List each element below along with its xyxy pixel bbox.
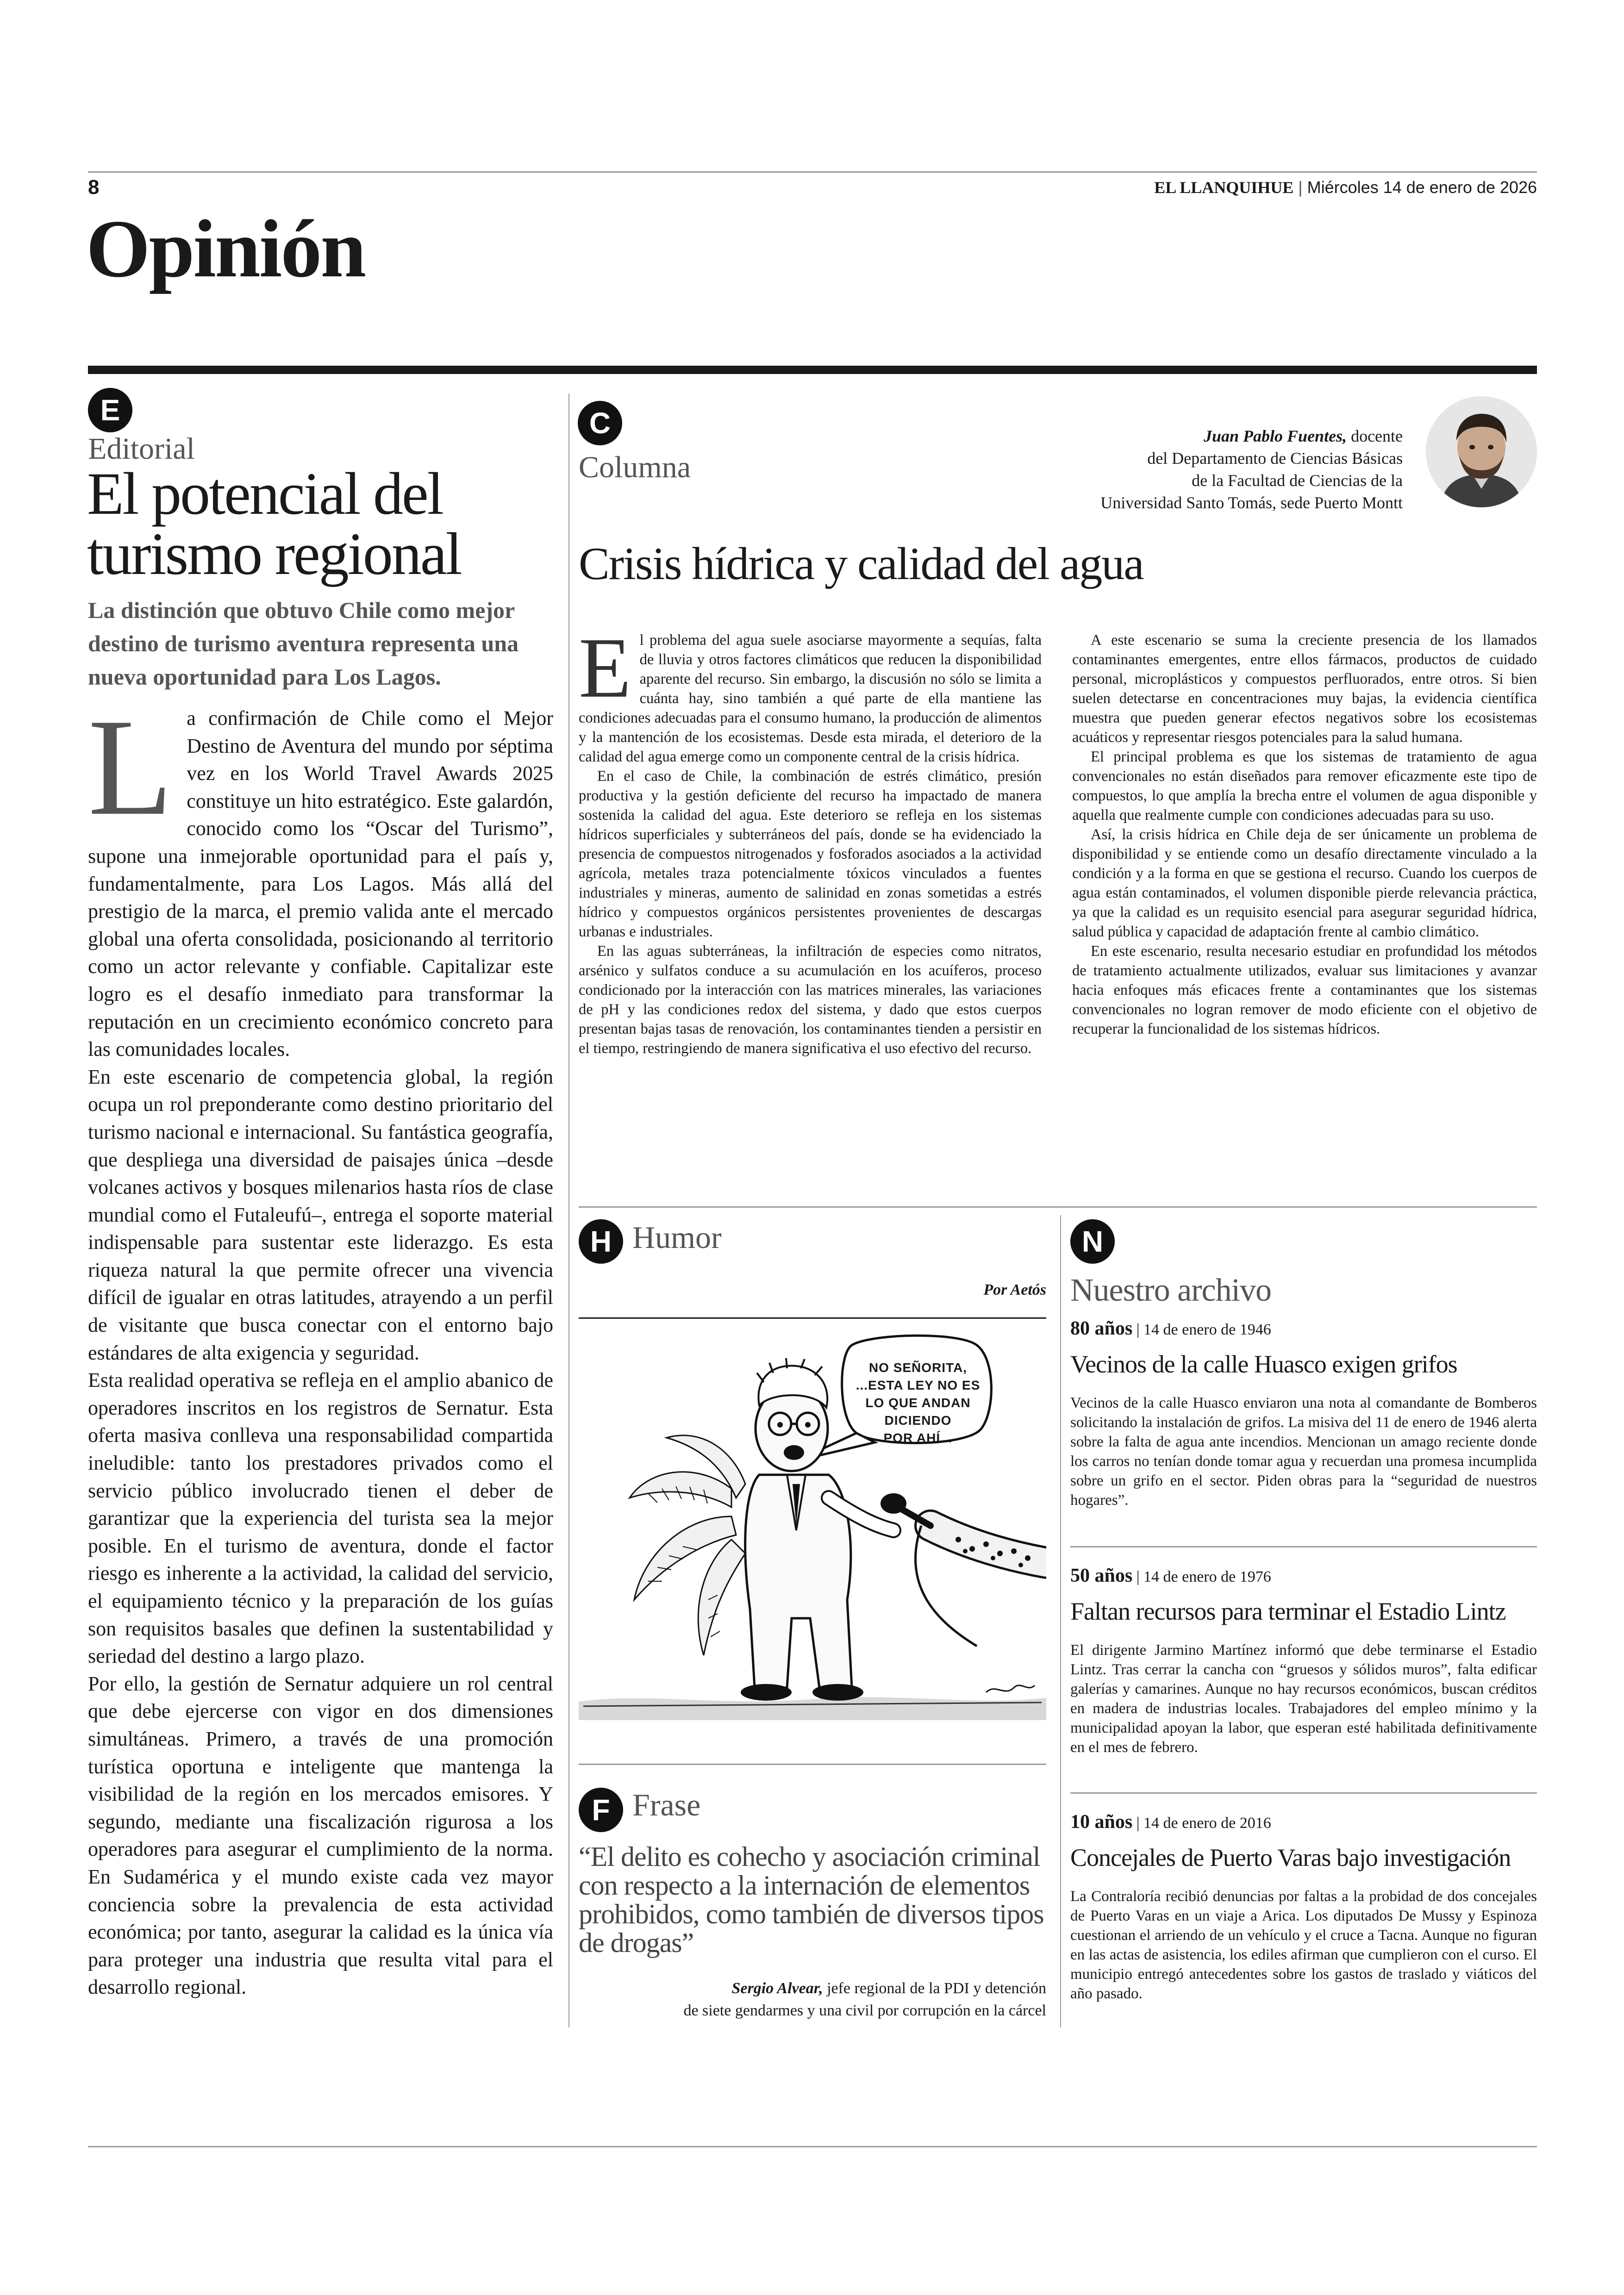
column-author-role: docente bbox=[1351, 427, 1403, 445]
frase-badge: F bbox=[579, 1788, 623, 1832]
frase-source-name: Sergio Alvear, bbox=[731, 1980, 823, 1997]
column-author-role: Universidad Santo Tomás, sede Puerto Montt bbox=[1100, 493, 1403, 512]
section-title: Opinión bbox=[86, 203, 365, 294]
bubble-text: DICIENDO bbox=[884, 1413, 952, 1428]
archive-text: La Contraloría recibió denuncias por faltas a la probidad de dos concejales de Puerto Varas en un viaje a Arica. Los diputados De Mussy y Espinoza cuestionan el arriendo de un vehículo y el cruce a Tacna. Aunque no figuran en las actas de asistencia, los ediles afirman que cumplieron con el curso. El municipio entregó antecedentes sobre los gastos de traslado y viáticos del año pasado. bbox=[1070, 1888, 1537, 2002]
humor-top-rule bbox=[579, 1317, 1046, 1319]
archive-years: 50 años bbox=[1070, 1565, 1133, 1586]
frase-top-rule bbox=[579, 1764, 1046, 1765]
editorial-title bbox=[87, 461, 578, 587]
archive-separator bbox=[1070, 1546, 1537, 1547]
column-author-role: del Departamento de Ciencias Básicas bbox=[1147, 449, 1403, 468]
humor-cartoon bbox=[579, 1322, 1046, 1720]
archive-date: 14 de enero de 1946 bbox=[1143, 1321, 1271, 1338]
editorial-paragraph: En este escenario de competencia global, la región ocupa un rol preponderante como destino prioritario del turismo nacional e internacional. Su fantástica geografía, que despliega una diversidad de paisajes única –desde volcanes activos y bosques milenarios hasta ríos de clase mundial como el Futaleufú–, entrega el soporte material indispensable para sustentar este liderazgo. Es esta riqueza natural la que permite ofrecer una vivencia difícil de igualar en otras latitudes, atrayendo a un perfil de visitante que busca conectar con el entorno bajo estándares de alta exigencia y seguridad. bbox=[88, 1065, 553, 1364]
archive-headline: Vecinos de la calle Huasco exigen grifos bbox=[1070, 1350, 1457, 1378]
author-photo bbox=[1426, 396, 1537, 507]
editorial-label: Editorial bbox=[88, 432, 195, 466]
editorial-badge: E bbox=[88, 388, 132, 432]
bubble-text: NO SEÑORITA, bbox=[868, 1360, 968, 1375]
column-bottom-rule bbox=[579, 1206, 1537, 1208]
editorial-body bbox=[88, 690, 553, 2001]
archive-years: 80 años bbox=[1070, 1318, 1133, 1339]
column-paragraph: A este escenario se suma la creciente presencia de los llamados contaminantes emergentes, entre ellos fármacos, productos de cuidado personal, microplásticos y compuestos perfluorados, entre otros. Si bien suelen detectarse en concentraciones muy bajas, la evidencia científica muestra que pueden generar efectos negativos sobre los ecosistemas acuáticos y representar riesgos potenciales para la salud humana. bbox=[1072, 632, 1537, 746]
column-paragraph: En el caso de Chile, la combinación de estrés climático, presión productiva y la gestión deficiente del recurso ha impactado de manera sostenida la calidad del agua. Este deterioro se refleja en los sistemas hídricos superficiales y subterráneos del país, donde se ha evidenciado la presencia de compuestos nitrogenados y fosforados asociados a la actividad agrícola, metales traza potencialmente tóxicos vinculados a fuentes industriales y mineras, aumento de salinidad en zonas sometidas a estrés hídrico y compuestos orgánicos persistentes provenientes de descargas urbanas e industriales. bbox=[579, 768, 1042, 940]
archive-headline: Concejales de Puerto Varas bajo investigación bbox=[1070, 1844, 1511, 1871]
frase-source bbox=[579, 1977, 1046, 2022]
bubble-text: ...ESTA LEY NO ES bbox=[856, 1378, 981, 1392]
archive-badge: N bbox=[1070, 1219, 1115, 1264]
archive-separator bbox=[1070, 1792, 1537, 1794]
column-badge: C bbox=[578, 401, 622, 445]
column-author-block bbox=[986, 425, 1403, 514]
column-author-role: de la Facultad de Ciencias de la bbox=[1192, 471, 1403, 490]
column-paragraph: l problema del agua suele asociarse mayormente a sequías, falta de lluvia y otros factores climáticos que reducen la disponibilidad aparente del recurso. Sin embargo, la discusión no sólo se limita a cuánta hay, sino también a qué parte de ella mantiene las condiciones adecuadas para el consumo humano, la producción de alimentos y la mantención de los ecosistemas. Desde esta mirada, el deterioro de la calidad del agua emerge como un componente central de la crisis hídrica. bbox=[579, 632, 1042, 765]
frase-source-role: de siete gendarmes y una civil por corrupción en la cárcel bbox=[683, 2002, 1046, 2019]
archive-item-meta: 50 años | 14 de enero de 1976 bbox=[1070, 1565, 1271, 1586]
archive-headline: Faltan recursos para terminar el Estadio Lintz bbox=[1070, 1597, 1506, 1625]
archive-date: 14 de enero de 2016 bbox=[1143, 1815, 1271, 1832]
section-rule bbox=[88, 366, 1537, 374]
editorial-paragraph: Por ello, la gestión de Sernatur adquiere un rol central que debe ejercerse con vigor en dos dimensiones simultáneas. Primero, a través de una promoción turística oportuna e inteligente que mantenga la visibilidad de la región en los mercados emisores. Y segundo, mediante una fiscalización rigurosa a los operadores para asegurar el cumplimiento de la norma. En Sudamérica y el mundo existe cada vez mayor conciencia sobre la prevalencia de esta actividad económica; por tanto, asegurar la calidad es la única vía para proteger una industria que resulta vital para el desarrollo regional. bbox=[88, 1672, 553, 1999]
bubble-text: LO QUE ANDAN bbox=[865, 1396, 971, 1410]
humor-label: Humor bbox=[632, 1220, 722, 1255]
frase-label: Frase bbox=[632, 1787, 701, 1822]
column-paragraph: En las aguas subterráneas, la infiltración de especies como nitratos, arsénico y sulfatos conduce a su acumulación en los acuíferos, proceso condicionado por la interacción con las matrices minerales, las variaciones de pH y las condiciones redox del sistema, y dado que estos cuerpos presentan bajas tasas de renovación, los contaminantes tienden a persistir en el tiempo, restringiendo de manera significativa el uso efectivo del recurso. bbox=[579, 943, 1042, 1057]
editorial-dropcap: L bbox=[88, 690, 173, 844]
column-dropcap: E bbox=[579, 620, 631, 716]
archive-item-meta: 10 años | 14 de enero de 2016 bbox=[1070, 1811, 1271, 1833]
editorial-paragraph: a confirmación de Chile como el Mejor Destino de Aventura del mundo por séptima vez en los World Travel Awards 2025 constituye un hito estratégico. Este galardón, conocido como los “Oscar del Turismo”, supone una inmejorable oportunidad para el país y, fundamentalmente, para Los Lagos. Más allá del prestigio de la marca, el premio valida ante el mercado global una oferta consolidada, posicionando al territorio como un actor relevante y confiable. Capitalizar este logro es el desafío inmediato para transformar la reputación en un crecimiento económico concreto para las comunidades locales. bbox=[88, 707, 553, 1061]
bubble-text: POR AHÍ... bbox=[883, 1431, 953, 1445]
column-author-name: Juan Pablo Fuentes, bbox=[1204, 427, 1347, 445]
column-body-col2 bbox=[1072, 630, 1537, 1039]
editorial-subtitle: La distinción que obtuvo Chile como mejor destino de turismo aventura representa una nueva oportunidad para Los Lagos. bbox=[88, 597, 519, 690]
archive-text: El dirigente Jarmino Martínez informó que debe terminarse el Estadio Lintz. Tras cerrar la cancha con “gruesos y sólidos muros”, falta edificar galerías y camarines. Aunque no hay recursos económicos, buscan créditos en madera de industrias locales. Trabajadores del empleo mínimo y la municipalidad apoyan la labor, que esperan esté habilitada definitivamente en el mes de febrero. bbox=[1070, 1642, 1537, 1756]
editorial-paragraph: Esta realidad operativa se refleja en el amplio abanico de operadores inscritos en los registros de Sernatur. Esta oferta masiva conlleva una responsabilidad compartida ineludible: tanto los prestadores privados como el servicio público involucrado tienen el deber de garantizar que la experiencia del turista sea la mejor posible. En el turismo de aventura, donde el factor riesgo es inherente a la actividad, la calidad del servicio, el equipamiento técnico y la preparación de los guías son requisitos basales que definen la sustentabilidad y seriedad del destino a largo plazo. bbox=[88, 1369, 553, 1668]
column-label: Columna bbox=[579, 450, 691, 484]
top-rule bbox=[88, 171, 1537, 173]
humor-credit: Por Aetós bbox=[983, 1281, 1046, 1298]
archive-date: 14 de enero de 1976 bbox=[1143, 1568, 1271, 1585]
column-paragraph: En este escenario, resulta necesario estudiar en profundidad los métodos de tratamiento actualmente utilizados, evaluar sus limitaciones y avanzar hacia enfoques más eficaces frente a contaminantes que los sistemas convencionales no logran remover de modo eficiente con el objetivo de recuperar la funcionalidad de los sistemas hídricos. bbox=[1072, 943, 1537, 1037]
archive-years: 10 años bbox=[1070, 1811, 1133, 1833]
masthead-line: EL LLANQUIHUE | Miércoles 14 de enero de 2026 bbox=[1154, 178, 1537, 197]
humor-archive-divider bbox=[1060, 1215, 1061, 2027]
column-body-col1 bbox=[579, 620, 1042, 1058]
column-title: Crisis hídrica y calidad del agua bbox=[579, 538, 1143, 589]
column-divider bbox=[568, 393, 569, 2027]
humor-badge: H bbox=[579, 1219, 623, 1264]
author-portrait-icon bbox=[1426, 396, 1537, 507]
column-paragraph: Así, la crisis hídrica en Chile deja de ser únicamente un problema de disponibilidad y se entiende como un desafío directamente vinculado a la condición y a la forma en que se gestiona el recurso. Cuando los cuerpos de agua están contaminados, el volumen disponible pierde relevancia práctica, ya que la calidad es un requisito esencial para asegurar seguridad hídrica, salud pública y capacidad de adaptación frente al cambio climático. bbox=[1072, 826, 1537, 940]
archive-item-meta: 80 años | 14 de enero de 1946 bbox=[1070, 1318, 1271, 1339]
frase-source-role: jefe regional de la PDI y detención bbox=[827, 1980, 1046, 1997]
editorial-title-line2: turismo regional bbox=[87, 521, 461, 587]
editorial-title-line1: El potencial del bbox=[87, 461, 443, 527]
newspaper-name: EL LLANQUIHUE bbox=[1154, 178, 1294, 197]
archive-text: Vecinos de la calle Huasco enviaron una nota al comandante de Bomberos solicitando la instalación de grifos. La misiva del 11 de enero de 1946 alerta sobre la falta de agua ante incendios. Mencionan un amago reciente donde los carros no tenían donde tomar agua y recuerdan una promesa incumplida sobre un grifo en el sector. Piden obras para la “seguridad de nuestros hogares”. bbox=[1070, 1395, 1537, 1509]
column-paragraph: El principal problema es que los sistemas de tratamiento de agua convencionales no están diseñados para remover eficazmente este tipo de compuestos, lo que amplía la brecha entre el volumen de agua disponible y aquella que realmente cumple con condiciones adecuadas para su uso. bbox=[1072, 748, 1537, 823]
archive-label: Nuestro archivo bbox=[1070, 1272, 1272, 1308]
frase-quote: “El delito es cohecho y asociación criminal con respecto a la internación de elementos prohibidos, como también de diversos tipos de drogas” bbox=[579, 1841, 1044, 1958]
page-number: 8 bbox=[88, 176, 100, 199]
bottom-rule bbox=[88, 2146, 1537, 2147]
cartoon-speech-bubble bbox=[842, 1359, 994, 1447]
issue-date: Miércoles 14 de enero de 2026 bbox=[1307, 178, 1537, 197]
